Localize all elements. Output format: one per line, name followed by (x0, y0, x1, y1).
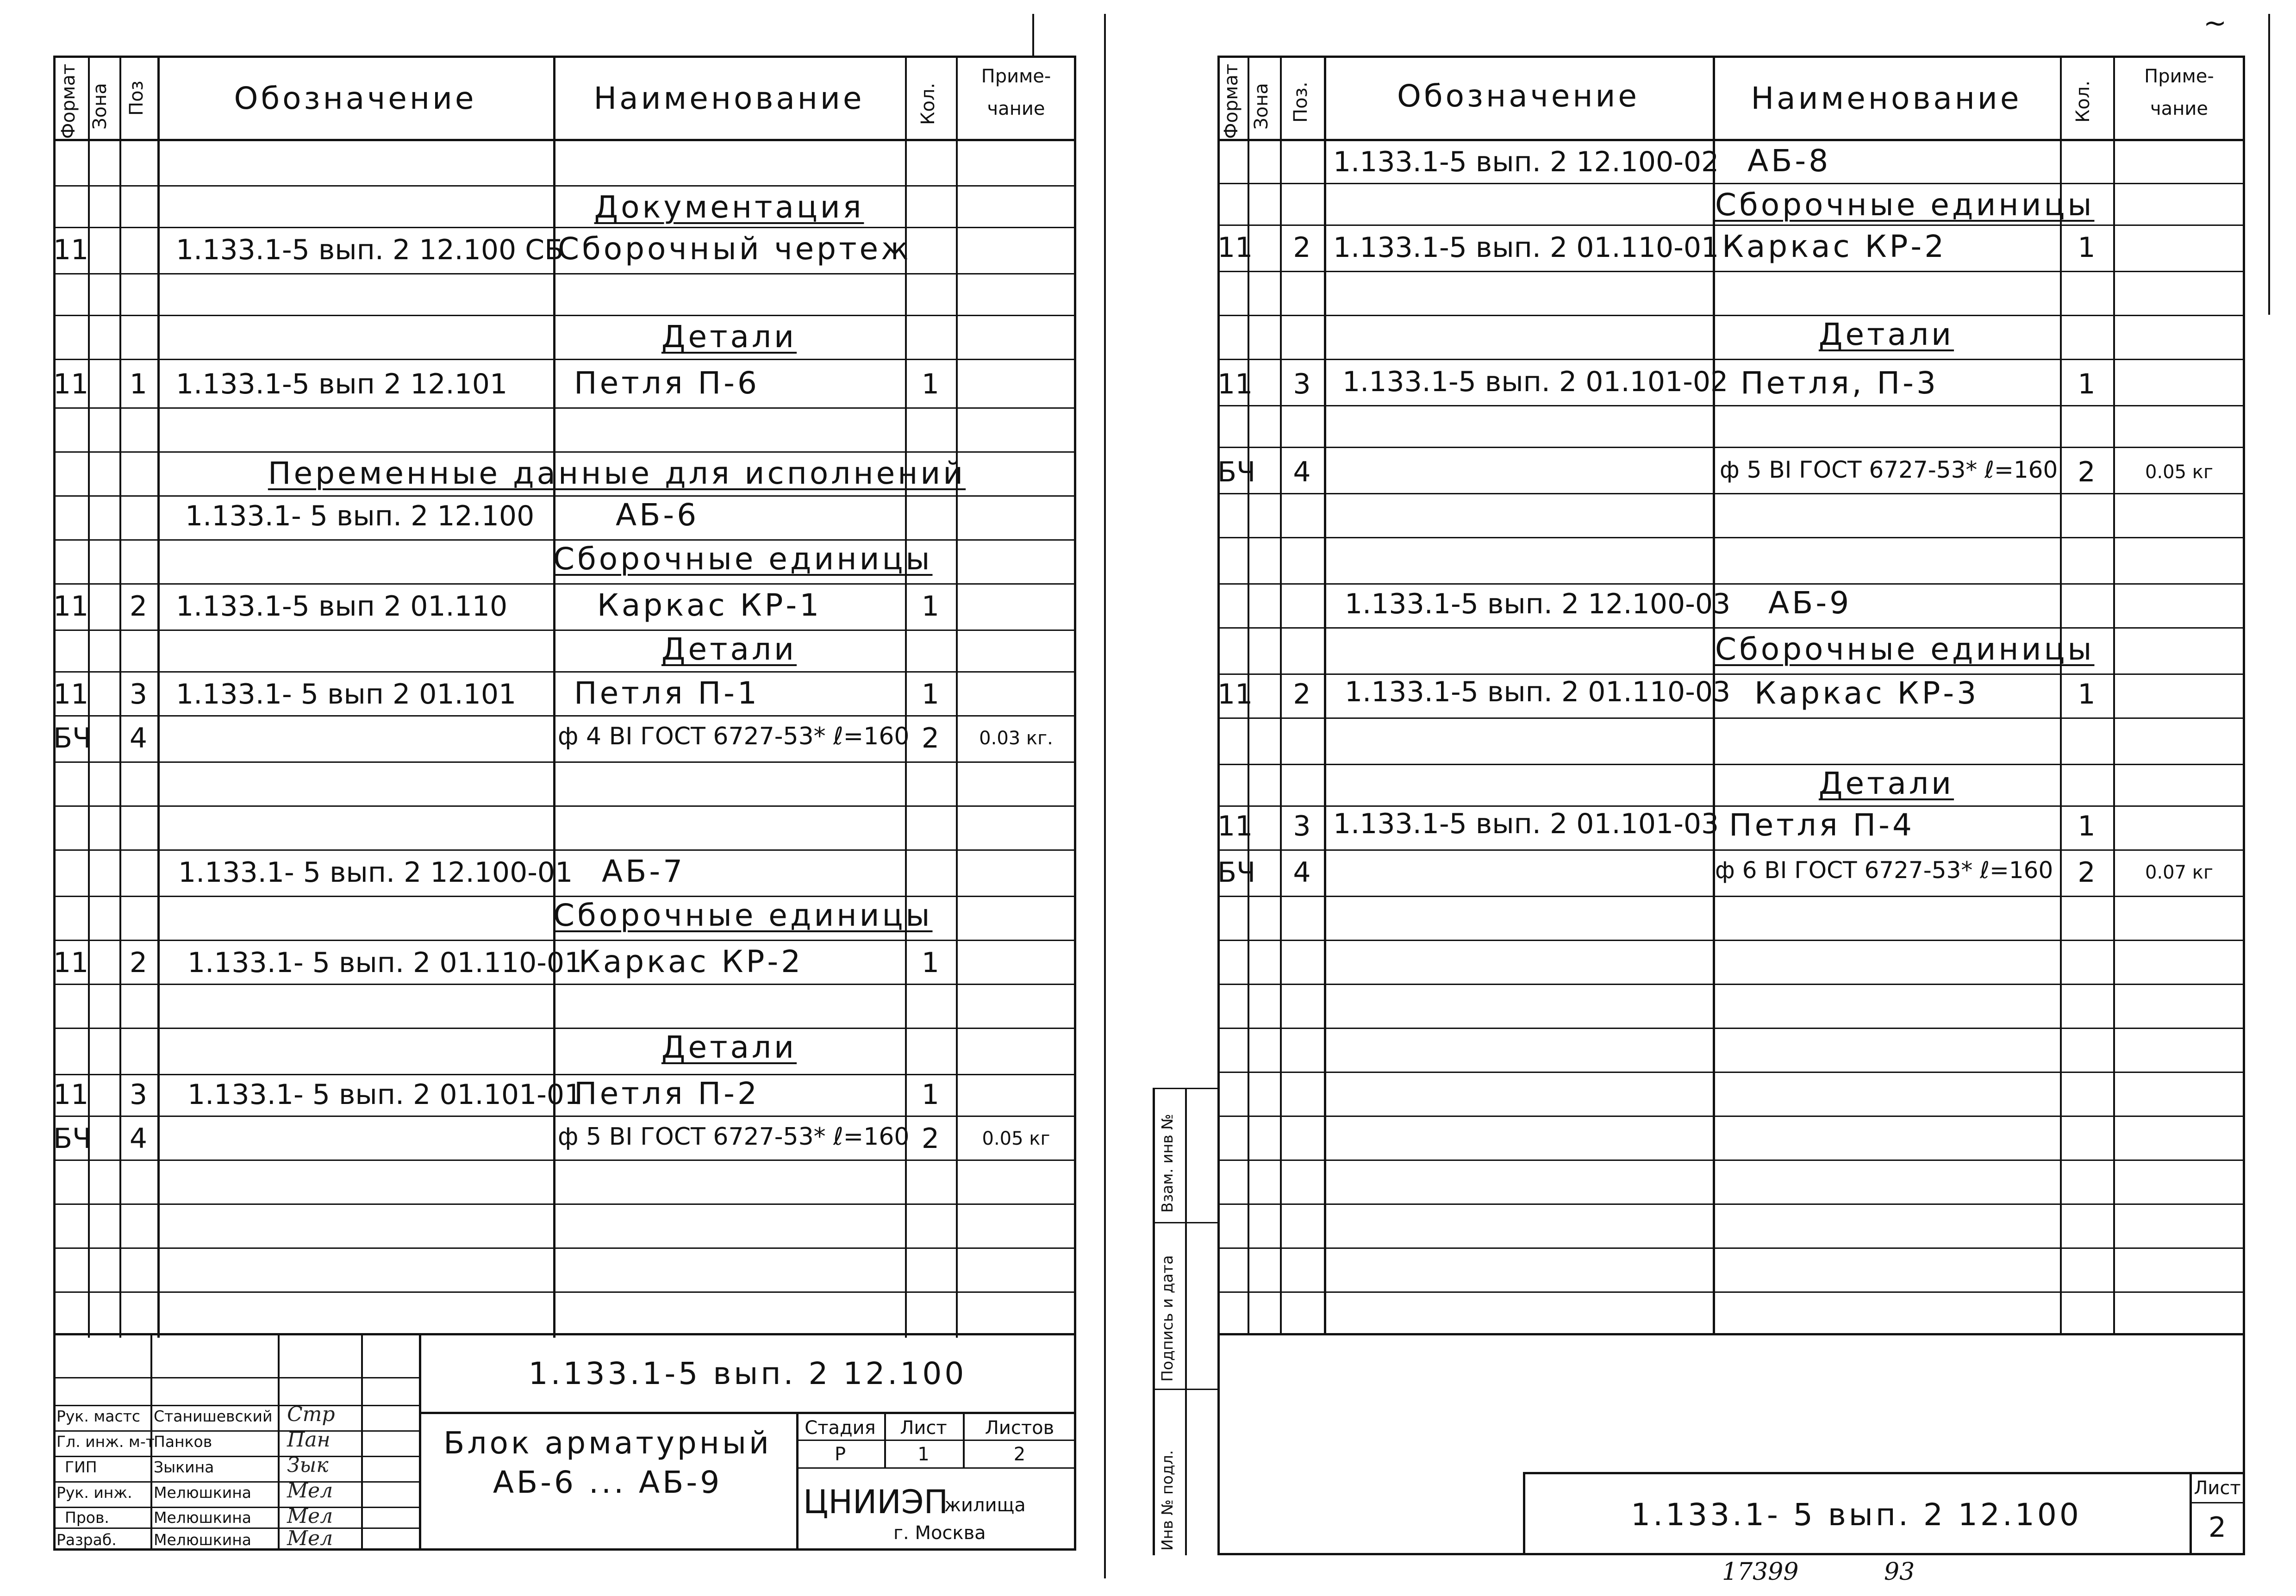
left-row-designation: 1.133.1- 5 вып. 2 01.101-01 (187, 1079, 582, 1111)
left-row-line (53, 1203, 1076, 1205)
left-row-name: ф 5 ВI ГОСТ 6727-53* ℓ=160 (558, 1123, 910, 1151)
left-row-designation: 1.133.1- 5 вып. 2 12.100 (185, 500, 535, 532)
left-header-qty: Кол. (917, 82, 939, 125)
tb-person: Мелюшкина (154, 1484, 252, 1502)
right-row-line (1217, 717, 2245, 719)
tb-line (419, 1412, 1076, 1414)
left-col-line (157, 56, 160, 1338)
left-row-format: 11 (53, 678, 89, 711)
right-row-line (1217, 183, 2245, 184)
right-row-line (1217, 1028, 2245, 1029)
right-row-qty: 1 (2078, 231, 2096, 264)
binding-line (1104, 14, 1106, 1578)
left-row-qty: 1 (921, 590, 940, 623)
left-row-pos: 4 (129, 722, 148, 754)
left-row-name: АБ-6 (616, 497, 699, 533)
left-row-line (53, 185, 1076, 187)
corner-mark: ~ (2203, 7, 2227, 39)
left-row-line (53, 1074, 1076, 1075)
side-stamp-label: Подпись и дата (1158, 1255, 1176, 1382)
right-row-designation: 1.133.1-5 вып. 2 12.100-02 (1333, 146, 1719, 178)
right-row-line (1217, 1116, 2245, 1117)
left-header-name: Наименование (593, 81, 865, 116)
right-tb-sheet-label: Лист (2194, 1478, 2241, 1499)
right-header-designation: Обозначение (1397, 78, 1640, 114)
left-row-line (53, 583, 1076, 585)
right-row-line (1217, 896, 2245, 897)
right-header-qty: Кол. (2072, 80, 2094, 123)
right-row-line (1217, 1291, 2245, 1293)
tb-signature: Мел (287, 1504, 333, 1528)
left-row-name: Петля П-6 (574, 365, 760, 401)
left-section-heading: Сборочные единицы (553, 898, 933, 933)
tb-person: Станишевский (154, 1407, 273, 1425)
left-section-heading: Документация (594, 189, 864, 225)
left-row-format: 11 (53, 590, 89, 623)
right-row-qty: 1 (2078, 810, 2096, 842)
left-row-line (53, 761, 1076, 763)
right-row-line (1217, 1203, 2245, 1205)
right-header-note: чание (2150, 98, 2208, 119)
left-sheet (53, 56, 1076, 1551)
right-row-designation: 1.133.1-5 вып. 2 12.100-03 (1345, 588, 1731, 620)
tb-role: Пров. (65, 1509, 109, 1527)
side-stamp-line (1153, 1088, 1155, 1555)
right-row-line (1217, 849, 2245, 851)
right-col-line (2113, 56, 2115, 1333)
left-row-qty: 1 (921, 1079, 940, 1111)
left-header-zone: Зона (89, 83, 111, 130)
tb-role: Разраб. (56, 1531, 117, 1549)
left-row-qty: 2 (921, 1122, 940, 1155)
right-row-format: 11 (1217, 678, 1253, 711)
right-header-format: Формат (1221, 63, 1242, 139)
tb-line (53, 1430, 419, 1432)
tb-signature: Зык (287, 1453, 329, 1477)
left-row-format: БЧ (53, 722, 92, 754)
right-row-pos: 4 (1293, 856, 1311, 889)
left-row-line (53, 805, 1076, 807)
tb-line (53, 1377, 419, 1378)
left-row-line (53, 451, 1076, 453)
right-section-heading: Сборочные единицы (1715, 187, 2095, 223)
left-tb-title: Блок арматурный (443, 1425, 772, 1461)
left-row-name: Каркас КР-1 (597, 587, 822, 623)
left-row-line (53, 1028, 1076, 1029)
right-row-line (1217, 583, 2245, 585)
right-row-qty: 2 (2078, 856, 2096, 889)
right-row-qty: 1 (2078, 678, 2096, 711)
right-table-bottom (1217, 1333, 2245, 1335)
tb-person: Панков (154, 1433, 212, 1451)
edge-mark (2268, 14, 2270, 315)
left-row-line (53, 984, 1076, 985)
tb-line (53, 1481, 419, 1483)
left-row-name: Каркас КР-2 (579, 944, 804, 979)
left-row-name: Петля П-1 (574, 675, 760, 711)
left-row-pos: 2 (129, 590, 148, 623)
right-row-name: Каркас КР-3 (1754, 675, 1979, 711)
left-row-name: Сборочный чертеж (558, 231, 911, 267)
left-tb-stage: Р (834, 1444, 846, 1465)
right-row-designation: 1.133.1-5 вып. 2 01.110-01 (1333, 231, 1719, 264)
tb-line (361, 1333, 363, 1551)
left-row-line (53, 227, 1076, 228)
left-title-block-top (53, 1333, 1076, 1335)
left-row-designation: 1.133.1-5 вып 2 01.110 (176, 590, 508, 623)
footer-page: 93 (1884, 1558, 1915, 1586)
right-row-line (1217, 984, 2245, 985)
tb-role: Рук. инж. (56, 1484, 132, 1502)
left-row-pos: 4 (129, 1122, 148, 1155)
right-row-line (1217, 764, 2245, 765)
left-header-pos: Поз (126, 81, 147, 116)
left-row-line (53, 407, 1076, 409)
left-header-note: Приме- (981, 66, 1051, 87)
tb-line (278, 1333, 280, 1551)
left-row-designation: 1.133.1- 5 вып. 2 12.100-01 (178, 856, 573, 889)
right-section-heading: Сборочные единицы (1715, 631, 2095, 667)
right-header-name: Наименование (1751, 81, 2022, 116)
tb-signature: Мел (287, 1527, 333, 1550)
left-row-name: ф 4 ВI ГОСТ 6727-53* ℓ=160 (558, 723, 910, 750)
left-row-designation: 1.133.1-5 вып 2 12.101 (176, 368, 508, 400)
right-row-line (1217, 1247, 2245, 1249)
left-row-note: 0.05 кг (982, 1128, 1050, 1149)
left-row-name: Петля П-2 (574, 1076, 760, 1111)
left-tb-stage-label: Стадия (805, 1417, 876, 1439)
tb-signature: Мел (287, 1479, 333, 1502)
left-row-qty: 1 (921, 368, 940, 400)
binding-line (1032, 14, 1034, 56)
right-row-line (1217, 405, 2245, 406)
left-row-format: 11 (53, 234, 89, 266)
tb-role: ГИП (65, 1458, 97, 1476)
left-tb-org: г. Москва (893, 1522, 986, 1544)
left-row-pos: 3 (129, 1079, 148, 1111)
right-row-name: АБ-9 (1768, 585, 1852, 621)
left-section-heading: Переменные данные для исполнений (268, 455, 966, 491)
left-row-designation: 1.133.1-5 вып. 2 12.100 СБ (176, 234, 564, 266)
left-row-format: 11 (53, 1079, 89, 1111)
left-row-line (53, 359, 1076, 360)
right-row-name: Петля, П-3 (1741, 365, 1939, 401)
right-section-heading: Детали (1818, 317, 1954, 352)
right-row-line (1217, 359, 2245, 360)
right-header-line (1217, 139, 2245, 141)
tb-line (53, 1456, 419, 1457)
left-row-line (53, 273, 1076, 274)
right-row-name: ф 6 ВI ГОСТ 6727-53* ℓ=160 (1715, 857, 2053, 884)
right-row-line (1217, 315, 2245, 316)
tb-person: Зыкина (154, 1458, 214, 1476)
left-row-note: 0.03 кг. (979, 728, 1053, 749)
left-row-line (53, 539, 1076, 541)
side-stamp-label: Взам. инв № (1158, 1114, 1176, 1213)
right-row-line (1217, 537, 2245, 538)
side-stamp-label: Инв № подл. (1158, 1450, 1176, 1551)
left-row-format: БЧ (53, 1122, 92, 1155)
right-row-line (1217, 493, 2245, 494)
left-row-format: 11 (53, 947, 89, 979)
tb-person: Мелюшкина (154, 1509, 252, 1527)
left-row-line (53, 940, 1076, 941)
left-header-note: чание (987, 98, 1045, 119)
tb-line (796, 1467, 1076, 1469)
right-row-line (1217, 940, 2245, 941)
right-row-pos: 3 (1293, 810, 1311, 842)
left-section-heading: Сборочные единицы (553, 541, 933, 577)
tb-person: Мелюшкина (154, 1531, 252, 1549)
left-row-line (53, 849, 1076, 851)
tb-line (53, 1527, 419, 1529)
right-header-note: Приме- (2144, 66, 2214, 87)
right-row-line (1217, 673, 2245, 675)
left-header-designation: Обозначение (234, 81, 477, 116)
left-row-line (53, 1247, 1076, 1249)
right-row-designation: 1.133.1-5 вып. 2 01.101-02 (1342, 366, 1728, 398)
left-row-pos: 3 (129, 678, 148, 711)
right-row-format: 11 (1217, 810, 1253, 842)
right-row-designation: 1.133.1-5 вып. 2 01.110-03 (1345, 676, 1731, 708)
left-section-heading: Детали (661, 319, 797, 355)
right-row-note: 0.07 кг (2145, 862, 2213, 883)
tb-role: Рук. мастс (56, 1407, 140, 1425)
right-row-line (1217, 447, 2245, 448)
right-row-qty: 2 (2078, 456, 2096, 488)
right-row-line (1217, 1072, 2245, 1073)
left-row-pos: 1 (129, 368, 148, 400)
right-row-name: АБ-8 (1747, 143, 1831, 179)
left-tb-sheet-label: Лист (900, 1417, 947, 1439)
left-row-name: АБ-7 (602, 854, 686, 889)
left-row-line (53, 1116, 1076, 1117)
side-stamp-line (1185, 1088, 1187, 1555)
left-row-line (53, 315, 1076, 316)
left-row-line (53, 1160, 1076, 1161)
right-row-pos: 2 (1293, 231, 1311, 264)
right-tb-sheet: 2 (2208, 1511, 2227, 1544)
right-row-format: БЧ (1217, 456, 1256, 488)
left-row-line (53, 715, 1076, 717)
tb-role: Гл. инж. м-т (56, 1433, 155, 1451)
tb-line (796, 1440, 1076, 1441)
right-row-pos: 4 (1293, 456, 1311, 488)
right-header-zone: Зона (1251, 83, 1272, 130)
right-row-note: 0.05 кг (2145, 461, 2213, 483)
left-row-pos: 2 (129, 947, 148, 979)
right-row-pos: 3 (1293, 368, 1311, 400)
left-header-format: Формат (58, 63, 79, 139)
left-row-qty: 2 (921, 722, 940, 754)
left-row-qty: 1 (921, 947, 940, 979)
right-tb-line (1523, 1472, 2245, 1474)
left-tb-org: жилища (944, 1495, 1026, 1516)
right-row-line (1217, 805, 2245, 807)
right-row-name: Каркас КР-2 (1722, 229, 1947, 264)
tb-line (53, 1507, 419, 1508)
right-row-line (1217, 1160, 2245, 1161)
left-tb-sheet: 1 (917, 1444, 930, 1465)
left-tb-title: АБ-6 ... АБ-9 (493, 1465, 723, 1500)
right-row-format: 11 (1217, 231, 1253, 264)
left-section-heading: Детали (661, 1029, 797, 1065)
right-row-format: БЧ (1217, 856, 1256, 889)
left-row-line (53, 630, 1076, 631)
right-row-name: ф 5 ВI ГОСТ 6727-53* ℓ=160 (1720, 456, 2058, 483)
tb-signature: Пан (287, 1428, 331, 1452)
left-header-line (53, 139, 1076, 141)
left-tb-org: ЦНИИЭП (803, 1483, 948, 1521)
left-row-line (53, 1291, 1076, 1293)
right-row-line (1217, 224, 2245, 226)
tb-line (53, 1405, 419, 1406)
right-row-line (1217, 627, 2245, 629)
left-tb-sheets-label: Листов (985, 1417, 1054, 1439)
left-row-format: 11 (53, 368, 89, 400)
right-row-format: 11 (1217, 368, 1253, 400)
footer-number: 17399 (1722, 1558, 1799, 1586)
left-row-line (53, 671, 1076, 673)
right-section-heading: Детали (1818, 766, 1954, 801)
right-row-designation: 1.133.1-5 вып. 2 01.101-03 (1333, 808, 1719, 840)
left-row-designation: 1.133.1- 5 вып. 2 01.110-01 (187, 947, 582, 979)
right-row-name: Петля П-4 (1729, 807, 1915, 843)
left-section-heading: Детали (661, 631, 797, 667)
left-tb-code: 1.133.1-5 вып. 2 12.100 (528, 1356, 967, 1391)
left-tb-sheets: 2 (1013, 1444, 1026, 1465)
left-row-designation: 1.133.1- 5 вып 2 01.101 (176, 678, 517, 711)
right-tb-line (2190, 1502, 2245, 1503)
left-row-line (53, 495, 1076, 497)
right-row-line (1217, 271, 2245, 272)
right-col-line (1324, 56, 1326, 1333)
left-row-qty: 1 (921, 678, 940, 711)
right-row-pos: 2 (1293, 678, 1311, 711)
tb-signature: Стр (287, 1403, 335, 1426)
right-header-pos: Поз. (1290, 81, 1311, 123)
right-row-qty: 1 (2078, 368, 2096, 400)
right-tb-code: 1.133.1- 5 вып. 2 12.100 (1631, 1497, 2082, 1533)
left-row-line (53, 896, 1076, 897)
